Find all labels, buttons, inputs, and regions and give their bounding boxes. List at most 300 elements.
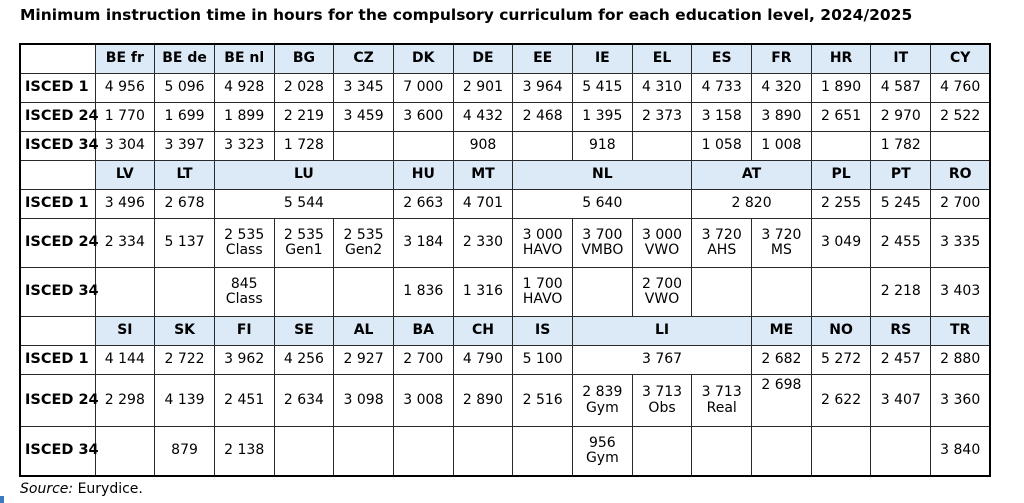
- cell-value: 4 144: [104, 351, 145, 368]
- country-header: [155, 317, 215, 346]
- cell-value: RS: [890, 322, 912, 339]
- cell-value: 2 698: [761, 377, 802, 393]
- cell-program-label: Real: [706, 399, 737, 416]
- cell-value: 3 323: [224, 137, 265, 154]
- cell-value: 1 316: [462, 283, 504, 300]
- cell-value: 3 008: [403, 391, 444, 408]
- cell-value: ISCED 24: [25, 234, 99, 251]
- table-cell: [453, 190, 513, 219]
- cell-value: 3 184: [403, 234, 444, 251]
- cell-value: EL: [652, 50, 672, 67]
- table-row: [20, 161, 990, 190]
- cell-value: 2 218: [880, 283, 921, 300]
- table-cell: [453, 132, 513, 161]
- cell-value: 956: [588, 434, 616, 451]
- cell-value: 2 516: [522, 391, 563, 408]
- cell-value: 2 457: [880, 351, 921, 368]
- cell-value: 2 622: [821, 391, 862, 408]
- page-edge-mark: [0, 496, 4, 503]
- cell-value: 4 928: [224, 79, 265, 96]
- cell-value: 3 720: [701, 226, 742, 243]
- table-cell: [453, 427, 513, 477]
- table-cell: [573, 346, 752, 375]
- cell-value: BA: [412, 322, 435, 339]
- cell-value: 2 522: [940, 108, 981, 125]
- country-header: [513, 44, 573, 74]
- cell-value: 2 890: [462, 391, 504, 408]
- cell-program-label: VMBO: [581, 242, 624, 258]
- cell-value: DE: [472, 50, 494, 67]
- country-header: [811, 317, 871, 346]
- cell-value: 4 432: [462, 108, 504, 125]
- cell-value: BE nl: [224, 50, 265, 67]
- table-cell: [931, 132, 991, 161]
- table-cell: [752, 427, 812, 477]
- cell-program-label: Gen1: [285, 242, 323, 258]
- cell-value: IS: [535, 322, 551, 339]
- country-header: [334, 317, 394, 346]
- table-cell: [334, 346, 394, 375]
- table-cell: [513, 132, 573, 161]
- cell-value: LU: [294, 166, 314, 183]
- table-cell: [871, 219, 931, 268]
- cell-value: 3 403: [940, 283, 981, 300]
- table-cell: [692, 268, 752, 317]
- cell-value: 2 678: [164, 195, 205, 212]
- cell-value: 7 000: [403, 79, 444, 96]
- cell-value: 1 770: [104, 108, 145, 125]
- cell-value: ISCED 34: [25, 137, 99, 154]
- country-header: [155, 161, 215, 190]
- cell-value: 2 700: [403, 351, 444, 368]
- cell-value: ISCED 24: [25, 108, 99, 125]
- cell-value: 2 219: [283, 108, 324, 125]
- source-value: Eurydice.: [77, 481, 143, 497]
- table-row: [20, 219, 990, 268]
- table-cell: [692, 190, 811, 219]
- cell-value: BE de: [162, 50, 207, 67]
- country-header: [274, 317, 334, 346]
- country-header: [692, 44, 752, 74]
- table-cell: [334, 74, 394, 103]
- table-cell: [95, 427, 155, 477]
- header-corner: [20, 317, 95, 346]
- cell-value: 2 028: [283, 79, 324, 96]
- cell-value: LV: [115, 166, 134, 183]
- row-label: [20, 103, 99, 132]
- table-cell: [393, 268, 453, 317]
- table-cell: [513, 219, 573, 268]
- cell-value: 2 535: [343, 226, 384, 243]
- cell-value: 4 587: [880, 79, 921, 96]
- table-cell: [632, 103, 692, 132]
- table-row: [20, 74, 990, 103]
- table-cell: [871, 346, 931, 375]
- table-cell: [95, 74, 155, 103]
- header-corner: [20, 161, 95, 190]
- table-cell: [811, 346, 871, 375]
- cell-program-label: Gym: [585, 450, 619, 466]
- table-cell: [453, 268, 513, 317]
- cell-value: DK: [412, 50, 435, 67]
- cell-value: 2 535: [224, 226, 265, 243]
- cell-value: 3 304: [104, 137, 145, 154]
- cell-value: 1 395: [582, 108, 623, 125]
- cell-value: FI: [236, 322, 252, 339]
- cell-value: 2 970: [880, 108, 921, 125]
- country-header: [752, 44, 812, 74]
- country-header: [95, 161, 155, 190]
- table-cell: [155, 346, 215, 375]
- table-cell: [632, 268, 692, 317]
- table-cell: [155, 74, 215, 103]
- cell-value: EE: [533, 50, 553, 67]
- table-cell: [931, 375, 991, 427]
- table-cell: [752, 375, 812, 427]
- cell-value: 3 158: [701, 108, 742, 125]
- table-cell: [95, 103, 155, 132]
- table-cell: [692, 103, 752, 132]
- cell-value: 3 098: [343, 391, 384, 408]
- cell-value: 4 310: [641, 79, 683, 96]
- country-header: [393, 44, 453, 74]
- cell-value: 5 096: [164, 79, 205, 96]
- table-cell: [274, 268, 334, 317]
- table-cell: [453, 103, 513, 132]
- cell-value: TR: [950, 322, 971, 339]
- cell-value: BG: [292, 50, 315, 67]
- table-cell: [453, 74, 513, 103]
- cell-value: 5 272: [821, 351, 862, 368]
- cell-value: 3 335: [940, 234, 981, 251]
- table-cell: [871, 375, 931, 427]
- country-header: [871, 44, 931, 74]
- cell-value: 4 256: [283, 351, 324, 368]
- cell-value: 2 880: [940, 351, 981, 368]
- cell-value: ISCED 1: [25, 351, 89, 368]
- table-row: [20, 44, 990, 74]
- table-cell: [811, 427, 871, 477]
- cell-value: 2 700: [940, 195, 981, 212]
- country-header: [453, 317, 513, 346]
- row-label: [20, 375, 99, 427]
- table-cell: [811, 132, 871, 161]
- instruction-time-table: [19, 43, 991, 477]
- table-cell: [155, 375, 215, 427]
- table-cell: [155, 427, 215, 477]
- table-cell: [573, 268, 633, 317]
- cell-program-label: Class: [225, 242, 263, 258]
- cell-value: 3 360: [940, 391, 981, 408]
- cell-value: 3 713: [641, 384, 683, 401]
- table-cell: [393, 74, 453, 103]
- table-cell: [95, 268, 155, 317]
- table-cell: [692, 219, 752, 268]
- table-cell: [573, 103, 633, 132]
- cell-value: 3 840: [940, 442, 981, 459]
- country-header: [573, 317, 752, 346]
- table-cell: [274, 103, 334, 132]
- table-row: [20, 375, 990, 427]
- table-cell: [513, 346, 573, 375]
- table-cell: [214, 190, 393, 219]
- row-label: [20, 268, 99, 317]
- cell-value: PL: [831, 166, 851, 183]
- cell-value: 3 713: [701, 384, 742, 401]
- table-cell: [692, 375, 752, 427]
- cell-value: 908: [469, 137, 497, 154]
- table-cell: [393, 103, 453, 132]
- table-cell: [513, 103, 573, 132]
- table-cell: [871, 132, 931, 161]
- table-cell: [393, 132, 453, 161]
- cell-value: ISCED 24: [25, 391, 99, 408]
- table-cell: [274, 427, 334, 477]
- country-header: [811, 161, 871, 190]
- country-header: [274, 44, 334, 74]
- cell-value: 3 890: [761, 108, 802, 125]
- cell-value: 3 767: [641, 351, 683, 368]
- table-cell: [155, 190, 215, 219]
- cell-value: 4 790: [462, 351, 504, 368]
- cell-value: 3 720: [761, 226, 802, 243]
- table-cell: [393, 219, 453, 268]
- table-cell: [453, 346, 513, 375]
- cell-value: HR: [829, 50, 853, 67]
- cell-value: 845: [230, 275, 258, 292]
- cell-program-label: AHS: [707, 242, 737, 258]
- cell-value: SE: [294, 322, 314, 339]
- table-cell: [752, 74, 812, 103]
- cell-value: 3 000: [641, 226, 683, 243]
- table-cell: [632, 74, 692, 103]
- table-row: [20, 132, 990, 161]
- cell-value: 4 320: [761, 79, 802, 96]
- table-cell: [513, 74, 573, 103]
- cell-value: 3 600: [403, 108, 444, 125]
- cell-value: 5 100: [522, 351, 563, 368]
- cell-value: 1 782: [880, 137, 921, 154]
- cell-value: 3 000: [522, 226, 563, 243]
- country-header: [155, 44, 215, 74]
- table-row: [20, 268, 990, 317]
- table-cell: [95, 219, 155, 268]
- cell-value: NO: [829, 322, 853, 339]
- cell-value: 2 682: [761, 351, 802, 368]
- table-cell: [752, 268, 812, 317]
- table-cell: [752, 346, 812, 375]
- table-cell: [692, 427, 752, 477]
- cell-value: SI: [117, 322, 133, 339]
- cell-value: 2 535: [283, 226, 324, 243]
- table-cell: [513, 427, 573, 477]
- country-header: [513, 317, 573, 346]
- cell-value: NL: [592, 166, 613, 183]
- country-header: [453, 161, 513, 190]
- cell-program-label: HAVO: [522, 242, 563, 258]
- table-cell: [334, 268, 394, 317]
- table-cell: [752, 103, 812, 132]
- cell-program-label: Obs: [648, 399, 676, 416]
- table-cell: [334, 103, 394, 132]
- cell-value: 2 839: [582, 384, 623, 401]
- table-cell: [931, 74, 991, 103]
- table-cell: [274, 375, 334, 427]
- table-cell: [95, 132, 155, 161]
- table-cell: [393, 190, 453, 219]
- cell-value: 3 407: [880, 391, 921, 408]
- table-cell: [871, 427, 931, 477]
- table-cell: [871, 103, 931, 132]
- cell-value: 4 760: [940, 79, 981, 96]
- country-header: [931, 44, 991, 74]
- cell-value: 4 139: [164, 391, 205, 408]
- row-label: [20, 132, 99, 161]
- table-cell: [752, 219, 812, 268]
- table-cell: [811, 375, 871, 427]
- cell-value: 5 245: [880, 195, 921, 212]
- cell-value: 2 651: [821, 108, 862, 125]
- country-header: [931, 161, 991, 190]
- cell-program-label: Class: [225, 291, 263, 307]
- table-cell: [632, 375, 692, 427]
- source-note: [20, 481, 143, 497]
- table-cell: [811, 74, 871, 103]
- country-header: [453, 44, 513, 74]
- table-cell: [214, 74, 274, 103]
- cell-value: ME: [769, 322, 794, 339]
- cell-value: 1 890: [821, 79, 862, 96]
- table-cell: [393, 346, 453, 375]
- cell-value: 879: [171, 442, 198, 459]
- cell-value: 2 451: [224, 391, 265, 408]
- table-cell: [334, 132, 394, 161]
- country-header: [95, 44, 155, 74]
- cell-value: SK: [174, 322, 195, 339]
- cell-value: 2 634: [283, 391, 324, 408]
- cell-value: 3 345: [343, 79, 384, 96]
- table-cell: [334, 375, 394, 427]
- table-cell: [573, 375, 633, 427]
- cell-value: 1 008: [761, 137, 802, 154]
- table-cell: [274, 346, 334, 375]
- row-label: [20, 74, 95, 103]
- table-row: [20, 190, 990, 219]
- cell-value: AT: [741, 166, 762, 183]
- cell-value: 3 700: [582, 226, 623, 243]
- country-header: [95, 317, 155, 346]
- cell-value: 4 733: [701, 79, 742, 96]
- cell-value: 2 722: [164, 351, 205, 368]
- table-cell: [214, 268, 274, 317]
- table-cell: [632, 132, 692, 161]
- cell-value: 1 058: [701, 137, 742, 154]
- table-cell: [811, 103, 871, 132]
- table-cell: [453, 219, 513, 268]
- country-header: [931, 317, 991, 346]
- table-cell: [632, 219, 692, 268]
- cell-value: 2 663: [403, 195, 444, 212]
- table-cell: [155, 219, 215, 268]
- cell-value: 2 901: [462, 79, 504, 96]
- cell-value: CH: [471, 322, 494, 339]
- country-header: [334, 44, 394, 74]
- cell-value: BE fr: [105, 50, 144, 67]
- row-label: [20, 346, 95, 375]
- cell-value: ISCED 1: [25, 195, 89, 212]
- cell-value: IT: [893, 50, 909, 67]
- table-cell: [274, 132, 334, 161]
- cell-value: 4 956: [104, 79, 145, 96]
- table-cell: [573, 427, 633, 477]
- cell-value: 2 468: [522, 108, 563, 125]
- table-cell: [513, 190, 692, 219]
- cell-value: 2 373: [641, 108, 683, 125]
- cell-program-label: VWO: [644, 242, 680, 258]
- cell-value: IE: [594, 50, 610, 67]
- source-label: Source:: [20, 481, 74, 497]
- cell-value: 1 728: [283, 137, 324, 154]
- cell-program-label: Gen2: [344, 242, 383, 258]
- country-header: [811, 44, 871, 74]
- table-cell: [931, 103, 991, 132]
- country-header: [692, 161, 811, 190]
- table-cell: [871, 268, 931, 317]
- cell-value: 2 927: [343, 351, 384, 368]
- table-title: Minimum instruction time in hours for the compulsory curriculum for each education level, 2024/2025: [20, 6, 913, 24]
- cell-value: 5 137: [164, 234, 205, 251]
- table-cell: [214, 103, 274, 132]
- table-cell: [95, 190, 155, 219]
- country-header: [871, 161, 931, 190]
- cell-value: 1 699: [164, 108, 205, 125]
- country-header: [513, 161, 692, 190]
- table-cell: [155, 132, 215, 161]
- row-label: [20, 219, 99, 268]
- cell-value: 3 962: [224, 351, 265, 368]
- cell-value: 2 455: [880, 234, 921, 251]
- country-header: [214, 44, 274, 74]
- table-cell: [573, 74, 633, 103]
- table-cell: [95, 346, 155, 375]
- table-cell: [214, 375, 274, 427]
- cell-program-label: Gym: [585, 399, 619, 416]
- cell-value: 5 415: [582, 79, 623, 96]
- table-cell: [214, 427, 274, 477]
- cell-value: 2 255: [821, 195, 862, 212]
- cell-value: 3 049: [821, 234, 862, 251]
- cell-value: 2 330: [462, 234, 504, 251]
- table-cell: [214, 132, 274, 161]
- table-cell: [931, 346, 991, 375]
- cell-value: MT: [471, 166, 495, 183]
- table-row: [20, 427, 990, 477]
- cell-value: ISCED 34: [25, 442, 99, 459]
- table-cell: [811, 190, 871, 219]
- row-label: [20, 427, 99, 477]
- cell-value: FR: [771, 50, 792, 67]
- table-cell: [573, 219, 633, 268]
- cell-value: HU: [411, 166, 435, 183]
- cell-value: LT: [176, 166, 193, 183]
- cell-value: 1 899: [224, 108, 265, 125]
- table-row: [20, 317, 990, 346]
- cell-value: 1 836: [403, 283, 444, 300]
- table-cell: [573, 132, 633, 161]
- cell-value: CZ: [353, 50, 374, 67]
- cell-value: 2 820: [731, 195, 772, 212]
- table-cell: [274, 74, 334, 103]
